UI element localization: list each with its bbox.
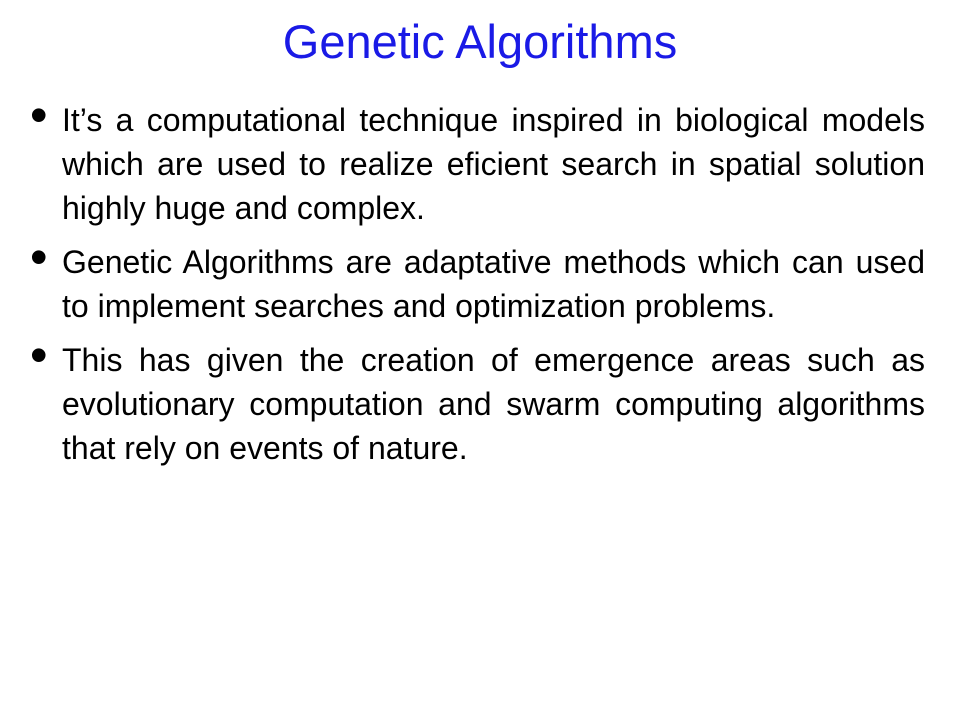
bullet-item bbox=[30, 229, 925, 328]
bullet-dot-icon: • bbox=[30, 327, 48, 383]
bullet-text: It’s a computational technique inspired in biological models which are used to realize eficient search in spatial solution highly huge and complex. bbox=[62, 102, 925, 226]
bullet-text: Genetic Algorithms are adaptative methods which can used to implement searches and optimization problems. bbox=[62, 244, 925, 324]
bullet-dot-icon: • bbox=[30, 87, 48, 143]
bullet-list bbox=[30, 87, 925, 480]
slide-title: Genetic Algorithms bbox=[282, 15, 678, 68]
bullet-item bbox=[30, 87, 925, 230]
bullet-item bbox=[30, 327, 925, 470]
bullet-dot-icon: • bbox=[30, 229, 48, 285]
bullet-text: This has given the creation of emergence areas such as evolutionary computation and swarm computing algorithms that rely on events of nature. bbox=[62, 342, 925, 466]
